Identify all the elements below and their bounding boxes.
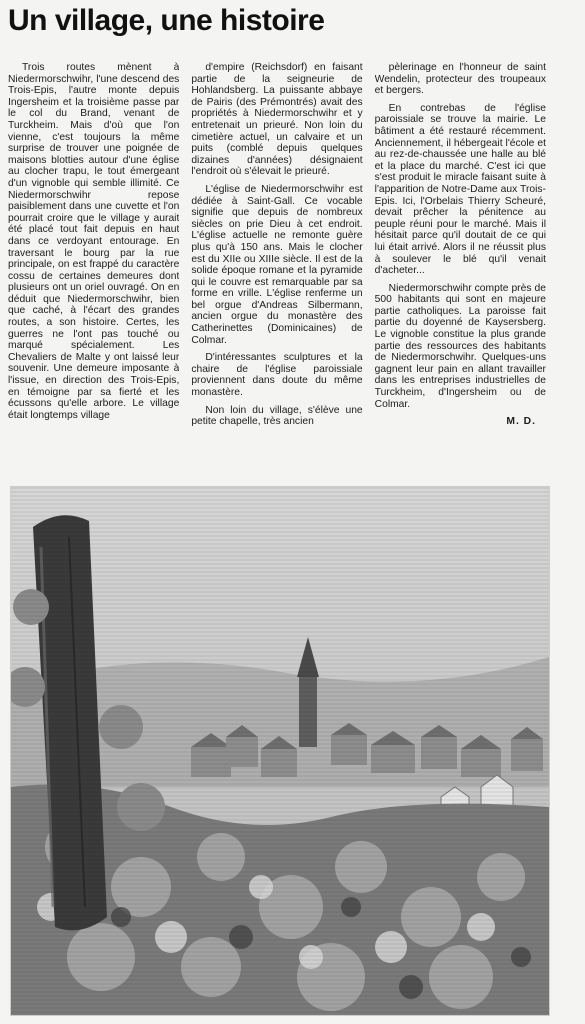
author-signature: M. D.	[506, 416, 536, 428]
paragraph: Trois routes mènent à Niedermorschwihr, l'une descend des Trois-Epis, l'autre monte depuis Ingersheim et la troisième passe par le col du Brand, venant de Turckheim. Mais d'où que l'on vienne, c'est toujours la même surprise de trouver une poignée de maisons blotties autour d'une église au clocher trapu, le tout émergeant d'un vignoble qui semble illimité. Ce Niedermorschwihr repose paisiblement dans une cuvette et l'on pourrait croire que le village y aurait été placé tout fait depuis en haut dans ce verdoyant entourage. En traversant le bourg par la rue principale, on est frappé du caractère cossu de certaines demeures dont plusieurs ont un oriel ouvragé. On en déduit que Niedermorschwihr, bien que caché, à l'écart des grandes routes, a son histoire. Certes, les guerres ne l'ont pas touché ou marqué spécialement. Les Chevaliers de Malte y ont laissé leur souvenir. Une demeure imposante à l'issue, en direction des Trois-Epis, en témoigne par sa fierté et les écussons qu'elle arbore. Le village était longtemps village	[8, 62, 180, 421]
paragraph: d'empire (Reichsdorf) en faisant partie de la seigneurie de Hohlandsberg. La puissante abbaye de Pairis (des Prémontrés) avait des propriétés à Niedermorschwihr et y entretenait un prieuré. Non loin du cimetière actuel, un calvaire et un puits (comblé depuis quelques dizaines d'années) désignaient l'endroit où s'élevait le prieuré.	[191, 62, 363, 178]
page-title: Un village, une histoire	[8, 4, 325, 37]
village-vineyard-illustration	[11, 487, 549, 1015]
paragraph: Non loin du village, s'élève une petite chapelle, très ancien	[191, 404, 363, 428]
village-photo	[10, 486, 550, 1016]
paragraph: L'église de Niedermorschwihr est dédiée à Saint-Gall. Ce vocable signifie que depuis de nombreux siècles on prie Dieu à cet endroit. L'église actuelle ne remonte guère plus qu'à 150 ans. Mais le clocher est du XIIe ou XIIIe siècle. Il est de la solide époque romane et la pyramide qui le couvre est remarquable par sa forme en vrille. L'église renferme un bel orgue d'Andreas Silbermann, ancien orgue du monastère des Catherinettes (Dominicaines) de Colmar.	[191, 183, 363, 346]
paragraph: En contrebas de l'église paroissiale se trouve la mairie. Le bâtiment a été restauré récemment. Anciennement, il hébergeait l'école et au rez-de-chaussée une halle au blé et la place du marché. C'est ici que s'est produit le miracle faisant suite à l'apparition de Notre-Dame aux Trois-Epis. Ici, l'Orbelais Thierry Scheuré, devait prêcher la pénitence au peuple réuni pour le marché. Mais il hésitait parce qu'il doutait de ce qui lui était arrivé. Alors il ne réussit plus à soulever le blé qu'il venait d'acheter...	[374, 102, 546, 277]
article-column-2	[191, 62, 362, 482]
article-body	[8, 62, 546, 482]
paragraph: pèlerinage en l'honneur de saint Wendelin, protecteur des troupeaux et bergers.	[374, 62, 546, 97]
paragraph: Niedermorschwihr compte près de 500 habitants qui sont en majeure partie catholiques. La paroisse fait partie du doyenné de Kaysersberg. Le vignoble constitue la plus grande partie des ressources des habitants de Niedermorschwihr. Quelques-uns gagnent leur pain en allant travailler dans les entreprises industrielles de Turckheim, d'Ingersheim ou de Colmar.	[374, 282, 546, 410]
article-column-3	[375, 62, 546, 482]
article-column-1	[8, 62, 179, 482]
paragraph: D'intéressantes sculptures et la chaire de l'église paroissiale proviennent dans doute du même monastère.	[191, 352, 363, 399]
